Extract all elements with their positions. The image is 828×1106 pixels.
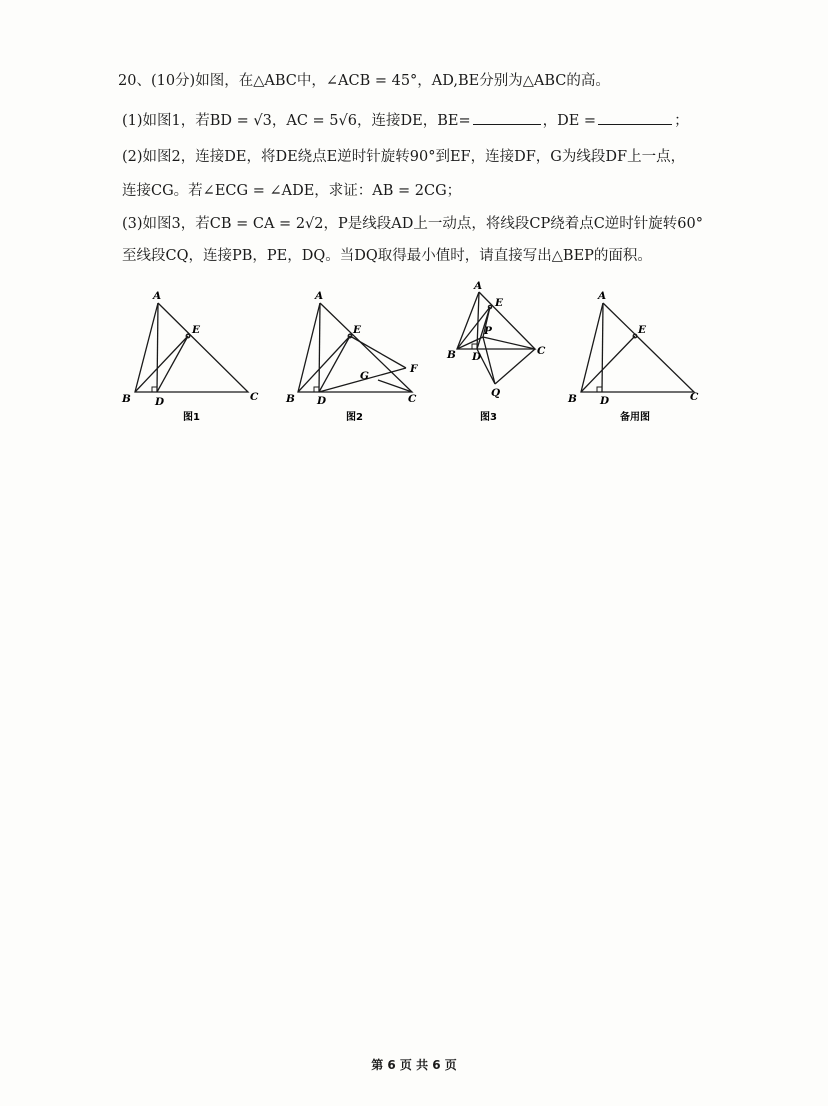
- fig4-label-e: E: [638, 324, 647, 336]
- fig4-label-a: A: [598, 290, 607, 302]
- figures-row: [110, 280, 720, 430]
- fig3-label-e: E: [495, 297, 504, 309]
- fig2-label-d: D: [317, 395, 327, 407]
- fig3-label-b: B: [447, 349, 456, 361]
- part1-text-a: (1)如图1，若BD = √3，AC = 5√6，连接DE，BE=: [122, 113, 471, 129]
- fig2-label-c: C: [408, 393, 417, 405]
- answer-blank-de[interactable]: [598, 110, 672, 125]
- fig3-label-p: P: [484, 325, 492, 337]
- question-part-1: [122, 110, 722, 131]
- fig1-caption: 图1: [183, 412, 200, 423]
- fig3-label-a: A: [474, 280, 483, 292]
- fig2-label-b: B: [286, 393, 295, 405]
- fig3-label-q: Q: [491, 387, 501, 399]
- fig3-label-d: D: [472, 351, 482, 363]
- fig4-label-b: B: [568, 393, 577, 405]
- part1-text-b: ，DE =: [542, 113, 597, 129]
- fig2-label-f: F: [410, 363, 418, 375]
- question-part-2-line-2: 连接CG。若∠ECG = ∠ADE，求证：AB = 2CG；: [122, 183, 462, 199]
- fig2-label-e: E: [353, 324, 362, 336]
- page-footer: 第 6 页 共 6 页: [371, 1058, 457, 1072]
- fig4-label-c: C: [690, 391, 699, 403]
- figure-4-diagram: [581, 303, 694, 392]
- fig1-label-c: C: [250, 391, 259, 403]
- fig2-caption: 图2: [346, 412, 363, 423]
- fig3-label-c: C: [537, 345, 546, 357]
- fig1-label-e: E: [192, 324, 201, 336]
- fig1-label-a: A: [153, 290, 162, 302]
- question-part-2-line-1: (2)如图2，连接DE，将DE绕点E逆时针旋转90°到EF，连接DF，G为线段DF上一点，: [122, 149, 686, 165]
- fig4-label-d: D: [600, 395, 610, 407]
- fig1-label-d: D: [155, 396, 165, 408]
- question-part-3-line-2: 至线段CQ，连接PB，PE，DQ。当DQ取得最小值时，请直接写出△BEP的面积。: [122, 248, 652, 264]
- fig1-label-b: B: [122, 393, 131, 405]
- figure-1-diagram: [135, 303, 248, 392]
- question-stem: 20、(10分)如图，在△ABC中，∠ACB = 45°，AD,BE分别为△ABC的高。: [118, 73, 610, 89]
- figure-2-diagram: [298, 303, 412, 392]
- question-part-3-line-1: (3)如图3，若CB = CA = 2√2，P是线段AD上一动点，将线段CP绕着点C逆时针旋转60°: [122, 216, 704, 232]
- part1-text-c: ；: [674, 113, 689, 129]
- answer-blank-be[interactable]: [473, 110, 541, 125]
- fig2-label-a: A: [315, 290, 324, 302]
- fig2-label-g: G: [360, 370, 369, 382]
- fig3-caption: 图3: [480, 412, 497, 423]
- figures-svg: [110, 280, 720, 430]
- fig4-caption: 备用图: [620, 412, 650, 423]
